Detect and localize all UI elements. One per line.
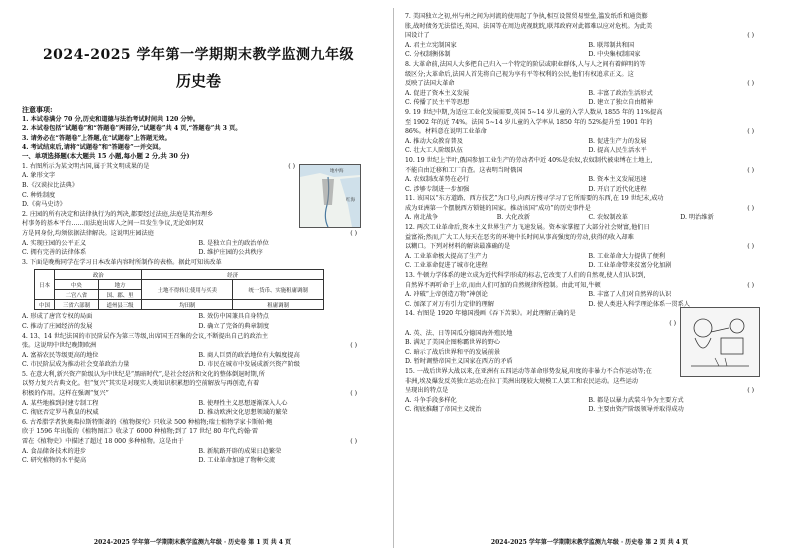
option: B. 丰富了人们对自然界的认识 [588, 291, 672, 299]
answer-blank: ( ) [747, 166, 754, 174]
answer-blank: ( ) [350, 229, 357, 237]
page-divider [393, 8, 394, 548]
answer-blank: ( ) [747, 204, 754, 212]
option: B. 联邦制共和国 [588, 41, 635, 49]
option: A. 冲破“上帝创造万物”神创论 [405, 291, 488, 299]
answer-blank: ( ) [350, 438, 357, 446]
table-header: 经济 [142, 270, 324, 280]
option: A. 南北战争 [405, 214, 439, 222]
table-cell: 土地不得转让使用与买卖 [142, 280, 233, 300]
answer-blank: ( ) [747, 243, 754, 251]
question-5 [22, 370, 375, 418]
option: D. 主要由资产阶级领导并取得成功 [588, 406, 684, 414]
table-header: 政治 [55, 270, 142, 280]
option: B. 资本主义发展迅速 [588, 176, 647, 184]
option: D. 推动欧洲文化思想领域的繁荣 [198, 409, 288, 417]
question-text: 张。这说明中世纪晚期欧洲 [22, 342, 97, 350]
question-13 [405, 271, 772, 309]
question-text: 非洲,埃及爆发反英独立运动;在拉丁美洲出现较大规模工人罢工和农民运动。这些运动 [405, 377, 638, 385]
option: D. 提高人民生活水平 [588, 147, 647, 155]
table-cell: 统一货币、实施租庸调制 [233, 280, 324, 300]
cartoon-image [680, 307, 760, 377]
question-text: 积极的作用。这样在强调“复兴” [22, 390, 109, 398]
option: B. 大化改新 [496, 214, 530, 222]
option: C. 加深了对万有引力定律的理解 [405, 300, 494, 308]
question-text: 方是同身份,均须依据法律解决。这说明庄园法庭 [22, 229, 154, 237]
notice-item: 2. 本试卷包括“试题卷”和“答题卷”两部分,“试题卷”共 4 页,“答题卷”共 3 页。 [22, 125, 242, 133]
question-text: 国设计了 [405, 32, 430, 40]
option: C. 暗示了战后世界和平的发展前景 [405, 348, 501, 356]
option: A. 君主立宪制国家 [405, 41, 457, 49]
option: C. 推动了庄园经济的发展 [22, 322, 93, 330]
option: A. 推动大众教育普及 [405, 137, 463, 145]
question-12 [405, 223, 772, 271]
question-1 [22, 162, 375, 210]
option: B.《汉谟拉比法典》 [22, 181, 79, 189]
option: D. 使人类进入科学理论体系一贯系人 [588, 300, 690, 308]
right-page [397, 0, 782, 554]
option: A. 象形文字 [22, 172, 56, 180]
option: B. 都是以暴力武装斗争为主要方式 [588, 396, 684, 404]
option: B. 效仿中国兼具自身特点 [198, 313, 269, 321]
answer-blank: ( ) [747, 128, 754, 136]
section-title: 一、单项选择题(本大题共 15 小题,每小题 2 分,共 30 分) [22, 152, 190, 161]
answer-blank: ( ) [288, 162, 295, 170]
notice-item: 3. 请务必在“答题卷”上答题,在“试题卷”上答题无效。 [22, 134, 171, 142]
question-text: 反映了法国大革命 [405, 80, 455, 88]
option: A. 实现庄园的公平正义 [22, 239, 87, 247]
question-text: 2. 庄园的所有决定和法律执行为的判决,都要经过法庭,法庭是其治理乡 [22, 210, 214, 218]
question-text: 12. 两次工业革命后,资本主义世界生产力飞速发展。资本家掌握了大部分社会财富,他们日 [405, 224, 650, 232]
answer-blank: ( ) [747, 281, 754, 289]
question-6 [22, 418, 375, 466]
option: B. 工业革命大力提供了便利 [588, 252, 666, 260]
option: B. 丰富了政治生活形式 [588, 89, 653, 97]
question-11 [405, 194, 772, 223]
question-text: 13. 牛顿力学体系的建立成为近代科学形成的标志,它改变了人们的自然观,使人们认识到, [405, 272, 646, 280]
question-text: 11. 该国以“东方道路、西方技艺”为口号,向西方搜寻学习了它所需要的东西,在 19 世纪末,成功 [405, 195, 664, 203]
option: A. 富裕农民等级更高的地位 [22, 351, 99, 359]
map-label: 红海 [346, 197, 355, 203]
option: C. 涉够专制进一步加强 [405, 185, 470, 193]
answer-blank: ( ) [350, 342, 357, 350]
option: D. 市民在城市中发展成新兴资产阶级 [198, 361, 300, 369]
option: D. 开启了近代化进程 [588, 185, 647, 193]
question-text: 级区分;大革命后,法国人首先将自己视为享有平等权利的公民,他们有权追求正义。这 [405, 70, 634, 78]
question-text: 10. 19 世纪上半叶,俄国参加工业生产的劳动者中近 40%是农奴,农奴制代被束缚在土地上, [405, 156, 653, 164]
option: C. 市民阶层成为推动社会变革政治力量 [22, 361, 130, 369]
option: D. 工业革命加速了物种交流 [198, 457, 276, 465]
reform-table [34, 269, 324, 310]
question-text: 至 1902 年的近 74%。法国 5~14 岁儿童的入学率从 1850 年的 52%提升至 1901 年的 [405, 118, 653, 126]
table-cell: 国、郡、里 [98, 290, 142, 300]
option: D. 暂时调整帝国主义国家在西方的矛盾 [405, 358, 513, 366]
option: C. 彻底推翻了帝国主义统治 [405, 406, 482, 414]
option: C. 研究植物的水平提高 [22, 457, 87, 465]
map-label: 地中海 [330, 168, 344, 174]
question-7 [405, 12, 772, 60]
option: A. 农奴制改革势在必行 [405, 176, 470, 184]
option: A. 英、法、日等国瓜分德国海外殖民地 [405, 329, 513, 337]
table-cell: 租庸调制 [233, 300, 324, 310]
notice-item: 4. 考试结束后,请将“试题卷”和“答题卷”一并交回。 [22, 143, 165, 151]
question-text: 成为亚洲第一个摆脱西方锁链的国家。推动该国“成功”的历史事件是 [405, 204, 591, 212]
question-text: 以糊口。下列对材料的解读最准确的是 [405, 243, 511, 251]
notice-title: 注意事项: [22, 105, 53, 114]
page-footer: 2024-2025 学年第一学期期末教学监测九年级 · 历史卷 第 1 页 共 4 页 [93, 539, 292, 546]
table-cell: 中央 [55, 280, 99, 290]
question-text: 14. 右图是 1920 年德国漫画《吞下苦果》。对此理解正确的是 [405, 310, 576, 318]
question-3 [22, 258, 375, 332]
option: A. 形成了唐宫专权的局面 [22, 313, 93, 321]
question-text: 呈现出的特点是 [405, 387, 449, 395]
question-text: 村事务的基本平台……而法庭出席人之间一旦发生争议,无论如何双 [22, 220, 204, 228]
question-10 [405, 156, 772, 194]
exam-subject: 历史卷 [175, 72, 221, 90]
option: C. 工业革命促进了城市化进程 [405, 262, 488, 270]
option: B. 商人巨贾的政治地位有大幅度提高 [198, 351, 300, 359]
question-text: 15. 一战后世界大战以来,在亚洲有五四运动等革命形势发展,印度的非暴力不合作运动等;在 [405, 367, 652, 375]
question-text: 8. 大革命前,法国人大多把自己归入一个特定的阶层或职业群体,人与人之间有着鲜明的等 [405, 60, 646, 68]
left-page [0, 0, 385, 554]
question-9 [405, 108, 772, 156]
option: C. 拥有完善的法律体系 [22, 249, 87, 257]
question-4 [22, 332, 375, 370]
option: B. 满足了美国企图称霸世界的野心 [405, 339, 501, 347]
option: C. 传播了民主平等思想 [405, 99, 470, 107]
option: A. 促进了资本主义发展 [405, 89, 470, 97]
answer-blank: ( ) [669, 320, 676, 327]
question-text: 雷在《植物史》中描述了超过 18 000 多种植物。这是由于 [22, 438, 184, 446]
notice-list [22, 115, 375, 152]
question-text: 4. 13、14 世纪法国的市民阶层作为第三等级,出席国王召集的会议,不断提出自己的政治主 [22, 332, 269, 340]
question-text: 益富裕;然而,广大工人每天在恶劣的环境中长时间从事高强度的劳动,获得的收入却难 [405, 233, 634, 241]
option: B. 使理性主义思想逐渐深入人心 [198, 399, 288, 407]
option: A. 食品储备技术的进步 [22, 447, 87, 455]
option: C. 壮大工人阶级队伍 [405, 147, 463, 155]
question-text: 86%。材料意在说明工业革命 [405, 128, 487, 136]
option: A. 工业革命极大提高了生产力 [405, 252, 488, 260]
question-text: 欣于 1596 年出版的《植物图汇》收录了 6000 种植物;到了 17 世纪 80 年代,约翰·雷 [22, 428, 259, 436]
option: C. 彻底否定罗马教皇的权威 [22, 409, 99, 417]
table-cell: 日本 [35, 270, 55, 300]
answer-blank: ( ) [747, 80, 754, 88]
exam-title: 2024-2025 学年第一学期期末教学监测九年级 [42, 47, 355, 63]
table-cell: 三省六部制 [55, 300, 99, 310]
option: C. 分权制衡体制 [405, 51, 451, 59]
option: D.《荷马史诗》 [22, 201, 66, 209]
question-text: 6. 古希腊学者狄奥弗拉斯特斯著的《植物探究》只收录 500 种植物;瑞士植物学家卡斯帕·鲍 [22, 418, 273, 426]
option: A. 某些地推到封建专制工程 [22, 399, 99, 407]
page-footer: 2024-2025 学年第一学期期末教学监测九年级 · 历史卷 第 2 页 共 4 页 [490, 539, 689, 546]
table-cell: 地方 [98, 280, 142, 290]
option: D. 工业革命带来贫富分化加剧 [588, 262, 672, 270]
option: B. 是独立自主的政治单位 [198, 239, 269, 247]
question-14 [405, 309, 772, 367]
table-cell: 均田制 [142, 300, 233, 310]
option: B. 新航路开辟的成果日趋繁荣 [198, 447, 282, 455]
question-text: 7. 美国独立之初,州与州之间为河流的使用起了争执,相互设置贸易壁垒,滥发纸币和通货膨 [405, 13, 648, 20]
answer-blank: ( ) [747, 32, 754, 40]
option: A. 斗争手段多样化 [405, 396, 457, 404]
question-text: 1. 右图所示为某文明古国,属于其文明成果的是 [22, 162, 150, 170]
table-cell: 中国 [35, 300, 55, 310]
option: D. 确立了完备的典章制度 [198, 322, 270, 330]
question-text: 胀,战时债务无法偿还,英国、法国等在周边虎视眈眈,联邦政府对此都难以应对危机。为此美 [405, 22, 653, 30]
question-text: 5. 在意大利,新兴资产阶级认为中世纪是“黑暗时代”,是社会经济和文化的整体倒退时期,所 [22, 370, 265, 378]
table-cell: 道州县三级 [98, 300, 142, 310]
question-text: 自然界不再听命于上帝,而由人们可加的自然规律所控制。由此可知,牛顿 [405, 281, 601, 289]
answer-blank: ( ) [747, 387, 754, 395]
question-8 [405, 60, 772, 108]
option: B. 促进生产力的发展 [588, 137, 647, 145]
table-cell: 二官八省 [55, 290, 99, 300]
question-text: 不能自由迁移和工厂自查。这表明当时俄国 [405, 166, 523, 174]
option: C. 农奴制改革 [588, 214, 628, 222]
option: D. 明治维新 [680, 214, 714, 222]
option: D. 建立了独立自由精神 [588, 99, 653, 107]
option: D. 维护庄园的公共秩序 [198, 249, 263, 257]
option: D. 中央集权制国家 [588, 51, 641, 59]
nile-map-image [299, 164, 361, 228]
option: C. 种姓制度 [22, 191, 56, 199]
notice-item: 1. 本试卷满分 70 分,历史和道德与法治考试时间共 120 分钟。 [22, 116, 200, 123]
question-text: 以努力复兴古典文化。但“复兴”其实是对现实人类知识积累想的空前解放与再创造,有着 [22, 380, 260, 388]
answer-blank: ( ) [350, 390, 357, 398]
question-text: 9. 19 世纪中期,为适应工业化发展需要,英国 5~14 岁儿童的入学人数从 1855 年的 11%提高 [405, 108, 663, 116]
question-text: 3. 下面是晚梅同学在学习日本改革内容时所制作的表格。据此可知该改革 [22, 258, 222, 266]
